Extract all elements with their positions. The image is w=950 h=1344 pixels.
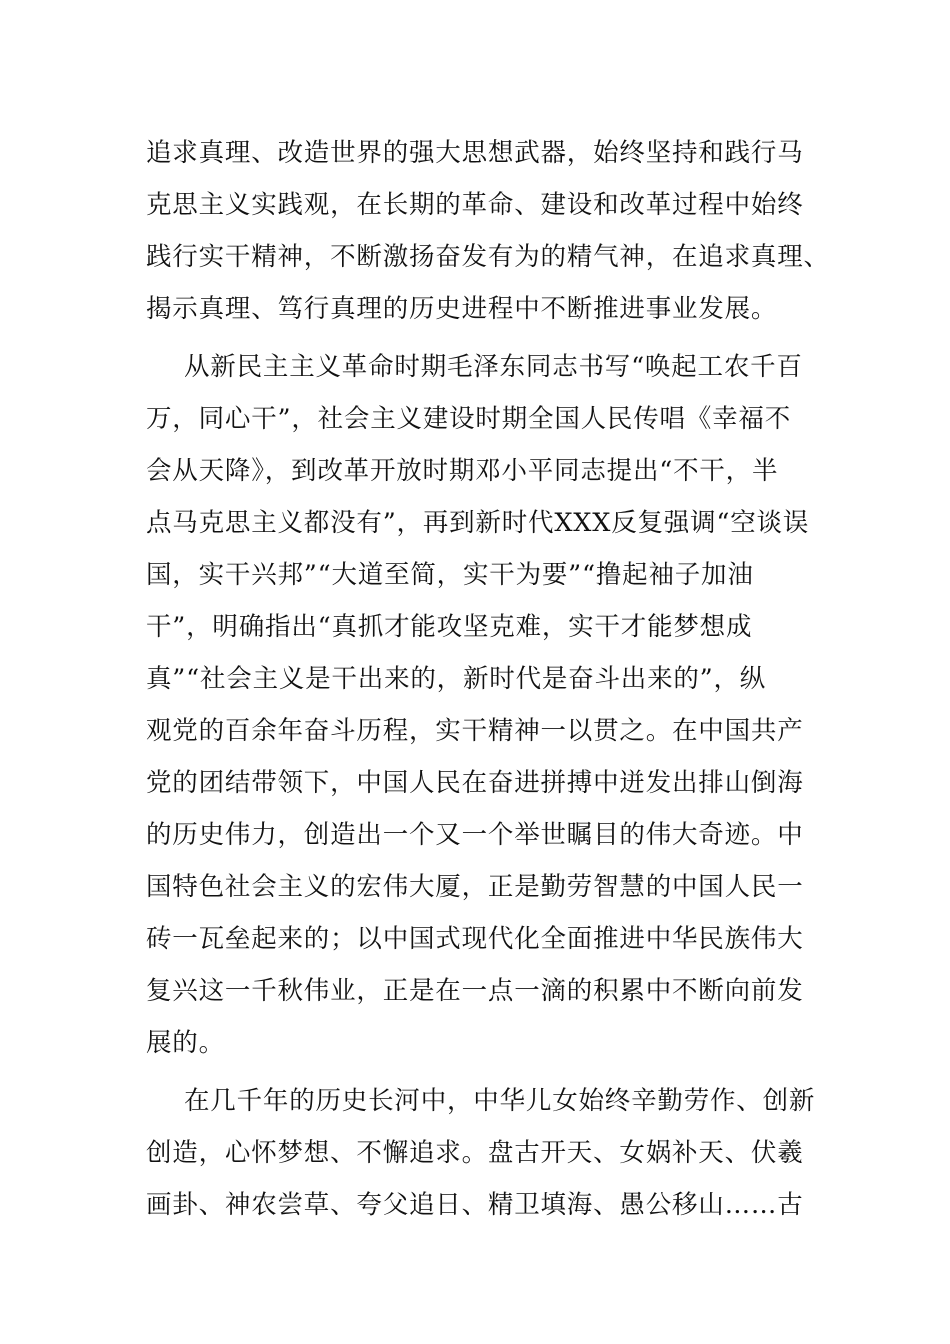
paragraph-1 bbox=[146, 127, 830, 335]
paragraph-line: 国，实干兴邦”“大道至简，实干为要”“撸起袖子加油 bbox=[146, 560, 754, 590]
paragraph-line: 砖一瓦垒起来的；以中国式现代化全面推进中华民族伟大 bbox=[146, 924, 804, 954]
paragraph-line: 观党的百余年奋斗历程，实干精神一以贯之。在中国共产 bbox=[146, 716, 804, 746]
paragraph-2 bbox=[146, 341, 808, 1069]
paragraph-line: 点马克思主义都没有”，再到新时代XXX反复强调“空谈误 bbox=[146, 508, 810, 538]
paragraph-line: 的历史伟力，创造出一个又一个举世瞩目的伟大奇迹。中 bbox=[146, 820, 804, 850]
paragraph-line: 国特色社会主义的宏伟大厦，正是勤劳智慧的中国人民一 bbox=[146, 872, 804, 902]
document-body bbox=[146, 127, 830, 1231]
paragraph-line: 干”，明确指出“真抓才能攻坚克难，实干才能梦想成 bbox=[146, 612, 753, 642]
paragraph-line: 践行实干精神，不断激扬奋发有为的精气神，在追求真理、 bbox=[146, 242, 830, 272]
paragraph-line: 揭示真理、笃行真理的历史进程中不断推进事业发展。 bbox=[146, 294, 778, 324]
paragraph-3 bbox=[146, 1075, 816, 1231]
paragraph-line: 真”“社会主义是干出来的，新时代是奋斗出来的”，纵 bbox=[146, 664, 767, 694]
paragraph-line: 创造，心怀梦想、不懈追求。盘古开天、女娲补天、伏羲 bbox=[146, 1138, 804, 1168]
paragraph-line: 从新民主主义革命时期毛泽东同志书写“唤起工农千百 bbox=[184, 352, 803, 382]
paragraph-line: 会从天降》，到改革开放时期邓小平同志提出“不干，半 bbox=[146, 456, 779, 486]
paragraph-line: 在几千年的历史长河中，中华儿女始终辛勤劳作、创新 bbox=[184, 1086, 816, 1116]
paragraph-line: 追求真理、改造世界的强大思想武器，始终坚持和践行马 bbox=[146, 138, 804, 168]
paragraph-line: 画卦、神农尝草、夸父追日、精卫填海、愚公移山……古 bbox=[146, 1190, 804, 1220]
paragraph-line: 党的团结带领下，中国人民在奋进拼搏中迸发出排山倒海 bbox=[146, 768, 804, 798]
paragraph-line: 复兴这一千秋伟业，正是在一点一滴的积累中不断向前发 bbox=[146, 976, 804, 1006]
paragraph-line: 展的。 bbox=[146, 1028, 225, 1058]
paragraph-line: 克思主义实践观，在长期的革命、建设和改革过程中始终 bbox=[146, 190, 804, 220]
paragraph-line: 万，同心干”，社会主义建设时期全国人民传唱《幸福不 bbox=[146, 404, 792, 434]
